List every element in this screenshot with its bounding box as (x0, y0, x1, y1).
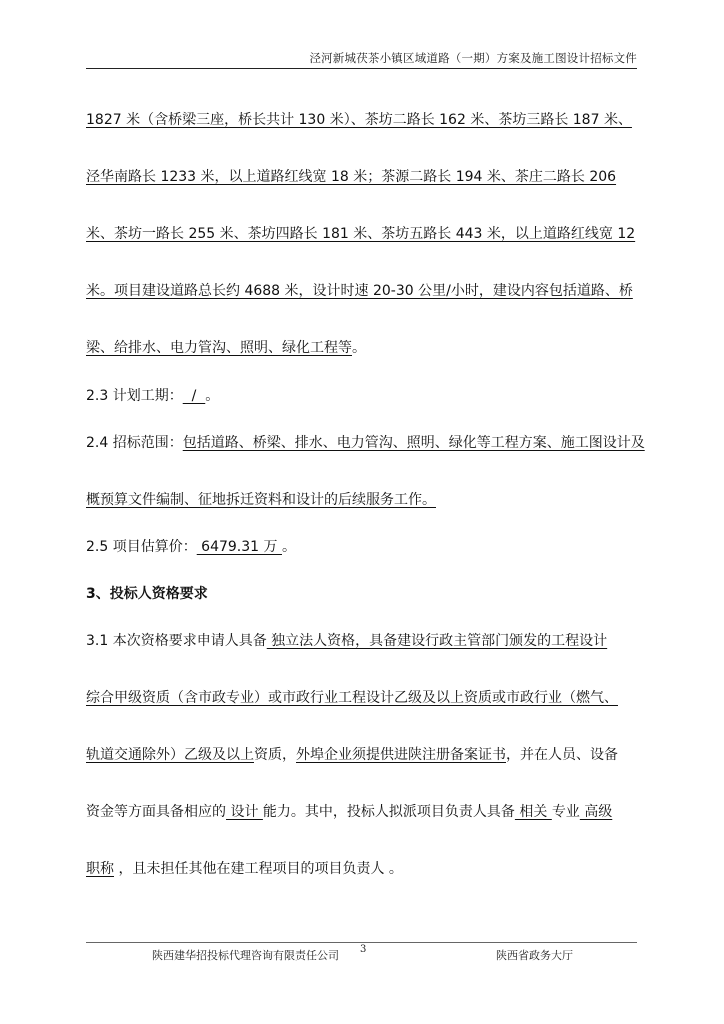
section-3-1-4a: 资金等方面具备相应的 (86, 804, 226, 820)
section-2-5-tail: 。 (281, 539, 296, 555)
section-2-3-tail: 。 (205, 388, 220, 404)
section-3-1-3b: 资质， (254, 747, 296, 763)
section-3-1-line-1 (86, 632, 638, 650)
body-line-1: 1827 米（含桥梁三座，桥长共计 130 米）、茶坊二路长 162 米、茶坊三路长 187 米、 (86, 112, 632, 128)
footer-company: 陕西建华招投标代理咨询有限责任公司 (152, 949, 339, 962)
section-3-1-b: 独立法人资格，具备建设行政主管部门颁发的工程设计 (266, 633, 608, 649)
section-3-1-line-4 (86, 803, 638, 821)
page-number: 3 (360, 944, 367, 955)
section-3-1-4f: 高级 (579, 804, 613, 820)
section-2-5 (86, 538, 638, 556)
section-3-heading: 3、投标人资格要求 (86, 586, 208, 602)
section-2-5-label: 2.5 项目估算价： (86, 539, 197, 555)
body-line-5-tail: 。 (352, 340, 366, 356)
body-line-2: 泾华南路长 1233 米，以上道路红线宽 18 米；茶源二路长 194 米、茶庄二路长 206 (86, 169, 617, 185)
section-3-1-5b: ，且未担任其他在建工程项目的项目负责人 。 (114, 861, 403, 877)
section-3-1-line-3 (86, 746, 638, 764)
footer-venue: 陕西省政务大厅 (496, 949, 573, 962)
section-3-1-5a: 职称 (86, 861, 114, 877)
section-3-1-a: 3.1 本次资格要求申请人具备 (86, 633, 267, 649)
section-2-4-value-1: 包括道路、桥梁、排水、电力管沟、照明、绿化等工程方案、施工图设计及 (182, 435, 645, 451)
section-2-3-label: 2.3 计划工期： (86, 388, 183, 404)
footer-rule (86, 942, 637, 943)
section-2-4-line-2 (86, 491, 638, 509)
body-line-3: 米、茶坊一路长 255 米、茶坊四路长 181 米、茶坊五路长 443 米，以上道路红线宽 12 (86, 226, 636, 242)
section-2-4 (86, 434, 645, 452)
section-2-3-value: / (182, 388, 206, 404)
body-line-4: 米。项目建设道路总长约 4688 米，设计时速 20-30 公里/小时，建设内容包括道路、桥 (86, 283, 633, 299)
body-line-5-text: 梁、给排水、电力管沟、照明、绿化工程等 (86, 340, 352, 356)
header-title: 泾河新城茯茶小镇区域道路（一期）方案及施工图设计招标文件 (309, 51, 637, 65)
section-3-1-3c: 外埠企业须提供进陕注册备案证书 (296, 747, 506, 763)
section-3-1-4e: 专业 (551, 804, 580, 820)
header-rule (86, 68, 637, 69)
section-3-1-4c: 能力。其中，投标人拟派项目负责人具备 (262, 804, 515, 820)
section-3-1-line-2: 综合甲级资质（含市政专业）或市政行业工程设计乙级及以上资质或市政行业（燃气、 (86, 690, 618, 706)
section-3-1-4d: 相关 (514, 804, 552, 820)
section-2-4-value-2: 概预算文件编制、征地拆迁资料和设计的后续服务工作。 (86, 492, 436, 508)
section-2-5-value: 6479.31 万 (196, 539, 282, 555)
section-3-1-line-5 (86, 860, 638, 878)
section-3-1-3d: ，并在人员、设备 (506, 747, 618, 763)
body-line-5 (86, 339, 638, 357)
section-3-1-3a: 轨道交通除外）乙级及以上 (86, 747, 254, 763)
section-2-4-label: 2.4 招标范围： (86, 435, 183, 451)
section-2-3 (86, 387, 638, 405)
section-3-1-4b: 设计 (226, 804, 263, 820)
